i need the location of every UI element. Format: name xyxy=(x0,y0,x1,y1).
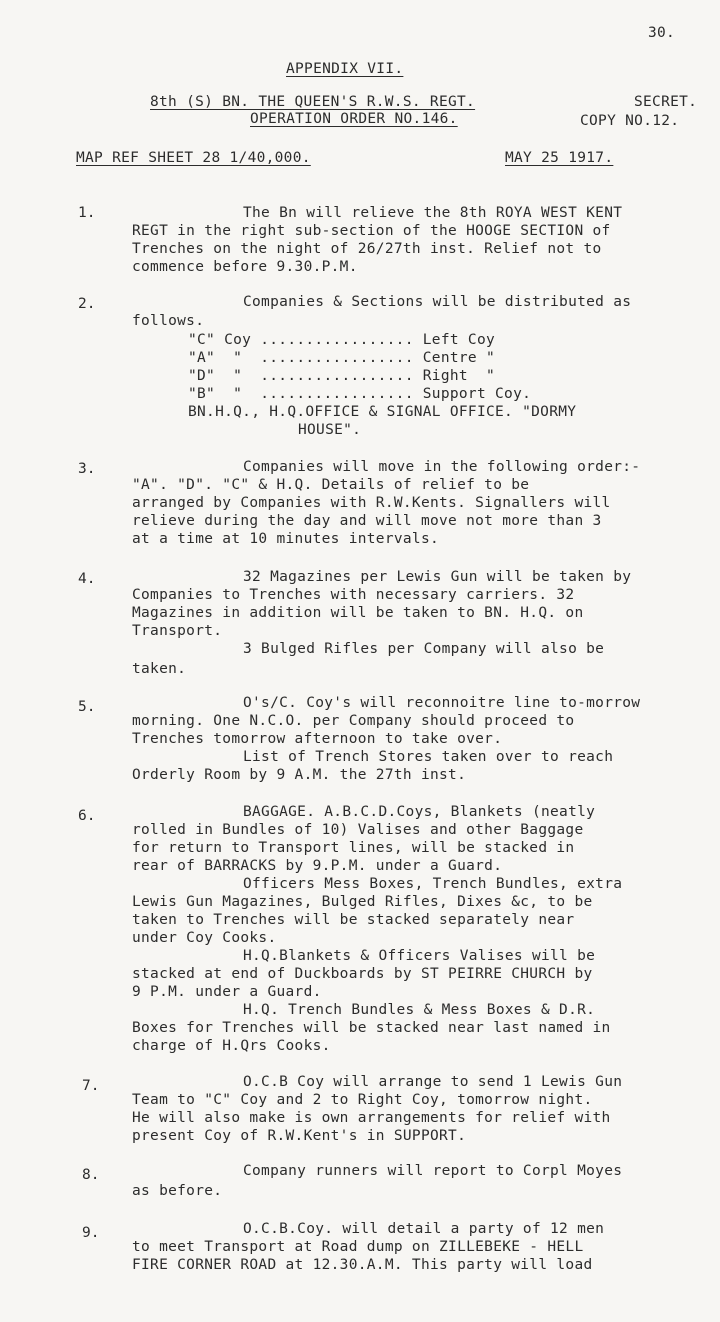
paragraph-line: Transport. xyxy=(132,623,223,639)
paragraph-line: as before. xyxy=(132,1183,223,1199)
distribution-row: "A" " ................. Centre " xyxy=(188,350,496,366)
paragraph-line: BAGGAGE. A.B.C.D.Coys, Blankets (neatly xyxy=(243,804,596,820)
paragraph-line: He will also make is own arrangements for relief with xyxy=(132,1110,611,1126)
paragraph-line: at a time at 10 minutes intervals. xyxy=(132,531,440,547)
paragraph-number: 2. xyxy=(78,296,96,312)
paragraph-number: 7. xyxy=(82,1078,100,1094)
paragraph-line: 32 Magazines per Lewis Gun will be taken by xyxy=(243,569,632,585)
paragraph-line: Trenches on the night of 26/27th inst. Relief not to xyxy=(132,241,602,257)
paragraph-line: BN.H.Q., H.Q.OFFICE & SIGNAL OFFICE. "DORMY xyxy=(188,404,577,420)
paragraph-number: 5. xyxy=(78,699,96,715)
paragraph-number: 9. xyxy=(82,1225,100,1241)
paragraph-line: taken to Trenches will be stacked separately near xyxy=(132,912,575,928)
paragraph-line: FIRE CORNER ROAD at 12.30.A.M. This party will load xyxy=(132,1257,593,1273)
distribution-row: "B" " ................. Support Coy. xyxy=(188,386,532,402)
paragraph-line: present Coy of R.W.Kent's in SUPPORT. xyxy=(132,1128,467,1144)
paragraph-line: under Coy Cooks. xyxy=(132,930,277,946)
paragraph-line: Magazines in addition will be taken to BN. H.Q. on xyxy=(132,605,584,621)
paragraph-line: arranged by Companies with R.W.Kents. Signallers will xyxy=(132,495,611,511)
appendix-title: APPENDIX VII. xyxy=(286,61,404,77)
paragraph-line: Companies will move in the following order:- xyxy=(243,459,641,475)
paragraph-line: Officers Mess Boxes, Trench Bundles, extra xyxy=(243,876,623,892)
paragraph-line: rear of BARRACKS by 9.P.M. under a Guard. xyxy=(132,858,503,874)
distribution-row: "C" Coy ................. Left Coy xyxy=(188,332,496,348)
map-reference: MAP REF SHEET 28 1/40,000. xyxy=(76,150,311,166)
order-title: OPERATION ORDER NO.146. xyxy=(250,111,458,127)
paragraph-line: "A". "D". "C" & H.Q. Details of relief to be xyxy=(132,477,530,493)
page-number: 30. xyxy=(648,25,676,41)
paragraph-line: Companies & Sections will be distributed as xyxy=(243,294,632,310)
paragraph-line: follows. xyxy=(132,313,205,329)
paragraph-line: charge of H.Qrs Cooks. xyxy=(132,1038,331,1054)
paragraph-line: 3 Bulged Rifles per Company will also be xyxy=(243,641,605,657)
paragraph-number: 3. xyxy=(78,461,96,477)
paragraph-line: List of Trench Stores taken over to reach xyxy=(243,749,614,765)
paragraph-line: commence before 9.30.P.M. xyxy=(132,259,358,275)
paragraph-line: 9 P.M. under a Guard. xyxy=(132,984,322,1000)
paragraph-line: morning. One N.C.O. per Company should proceed to xyxy=(132,713,575,729)
paragraph-line: relieve during the day and will move not more than 3 xyxy=(132,513,602,529)
distribution-row: "D" " ................. Right " xyxy=(188,368,496,384)
paragraph-line: H.Q.Blankets & Officers Valises will be xyxy=(243,948,596,964)
paragraph-line: REGT in the right sub-section of the HOOGE SECTION of xyxy=(132,223,611,239)
paragraph-line: O.C.B.Coy. will detail a party of 12 men xyxy=(243,1221,605,1237)
paragraph-line: rolled in Bundles of 10) Valises and other Baggage xyxy=(132,822,584,838)
paragraph-line: O's/C. Coy's will reconnoitre line to-morrow xyxy=(243,695,641,711)
paragraph-line: H.Q. Trench Bundles & Mess Boxes & D.R. xyxy=(243,1002,596,1018)
paragraph-number: 4. xyxy=(78,571,96,587)
unit-title: 8th (S) BN. THE QUEEN'S R.W.S. REGT. xyxy=(150,94,476,110)
paragraph-line: to meet Transport at Road dump on ZILLEBEKE - HELL xyxy=(132,1239,584,1255)
paragraph-number: 8. xyxy=(82,1167,100,1183)
copy-number: COPY NO.12. xyxy=(580,113,680,129)
paragraph-line: The Bn will relieve the 8th ROYA WEST KENT xyxy=(243,205,623,221)
paragraph-line: Companies to Trenches with necessary carriers. 32 xyxy=(132,587,575,603)
paragraph-number: 6. xyxy=(78,808,96,824)
paragraph-number: 1. xyxy=(78,205,96,221)
paragraph-line: HOUSE". xyxy=(298,422,362,438)
paragraph-line: stacked at end of Duckboards by ST PEIRRE CHURCH by xyxy=(132,966,593,982)
paragraph-line: Boxes for Trenches will be stacked near last named in xyxy=(132,1020,611,1036)
paragraph-line: Trenches tomorrow afternoon to take over. xyxy=(132,731,503,747)
paragraph-line: for return to Transport lines, will be stacked in xyxy=(132,840,575,856)
paragraph-line: Company runners will report to Corpl Moyes xyxy=(243,1163,623,1179)
secret-label: SECRET. xyxy=(634,94,698,110)
paragraph-line: Orderly Room by 9 A.M. the 27th inst. xyxy=(132,767,467,783)
paragraph-line: taken. xyxy=(132,661,187,677)
paragraph-line: O.C.B Coy will arrange to send 1 Lewis Gun xyxy=(243,1074,623,1090)
order-date: MAY 25 1917. xyxy=(505,150,614,166)
paragraph-line: Lewis Gun Magazines, Bulged Rifles, Dixes &c, to be xyxy=(132,894,593,910)
paragraph-line: Team to "C" Coy and 2 to Right Coy, tomorrow night. xyxy=(132,1092,593,1108)
